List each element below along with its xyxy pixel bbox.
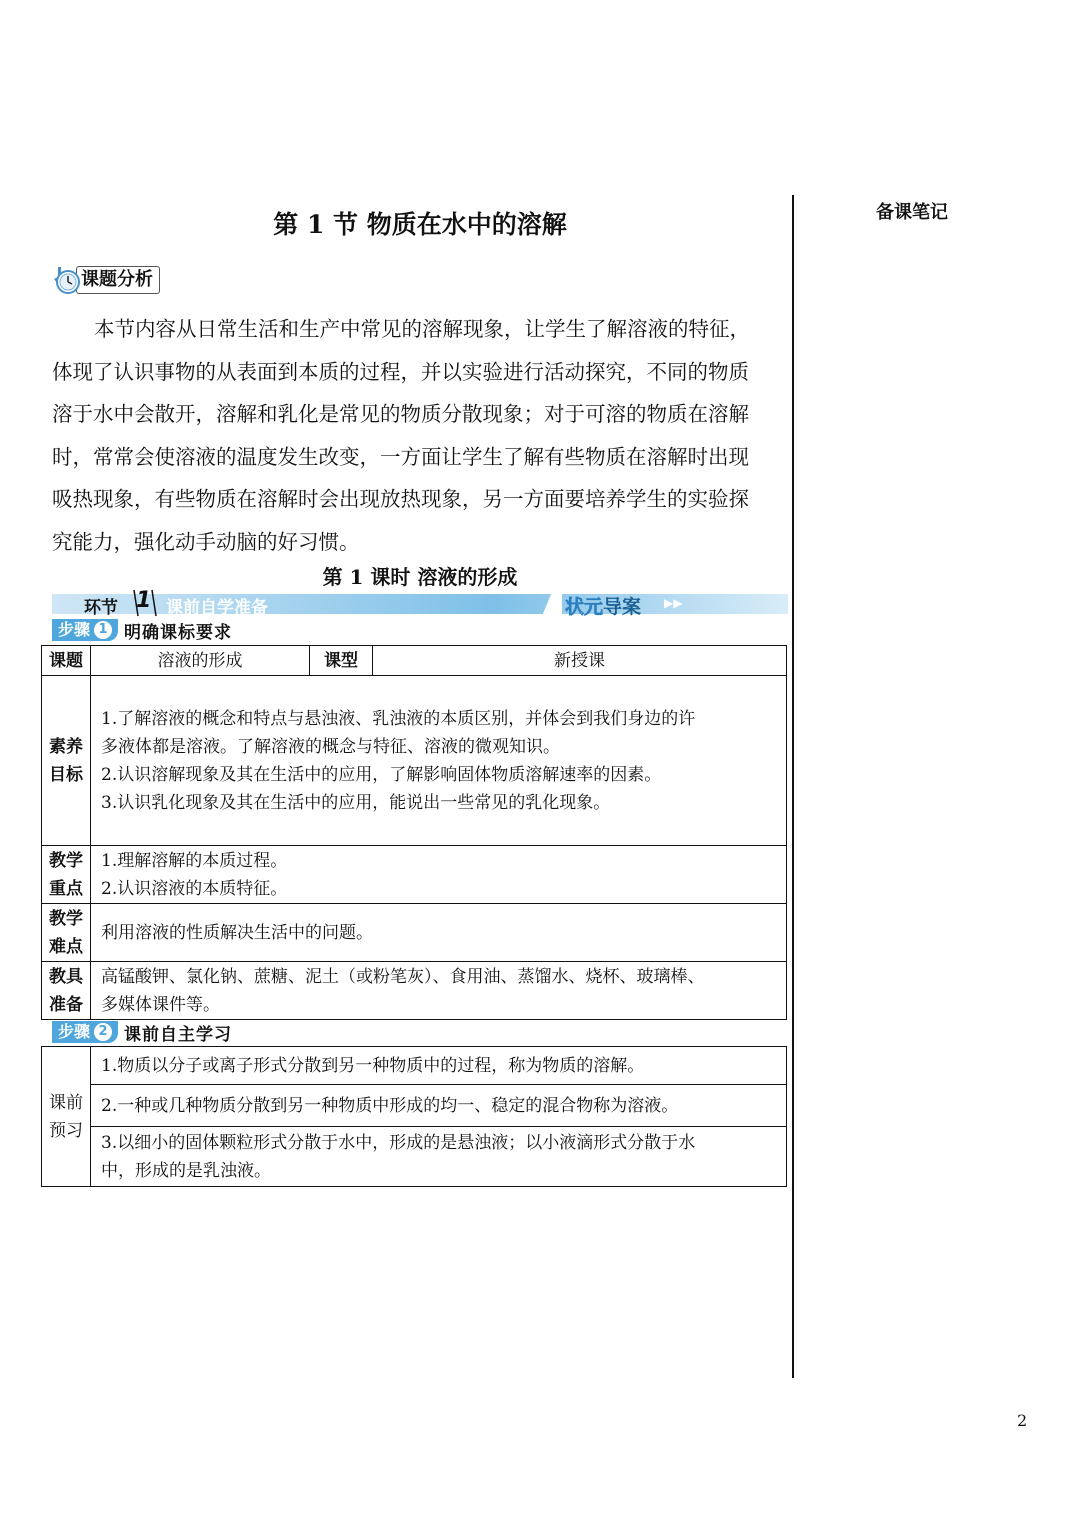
table-row bbox=[42, 676, 787, 846]
step-1-header bbox=[52, 619, 232, 641]
preview-item-3 bbox=[91, 1127, 787, 1187]
goal-line: 多液体都是溶液。了解溶液的概念与特征、溶液的微观知识。 bbox=[101, 736, 560, 757]
intro-line: 吸热现象，有些物质在溶解时会出现放热现象，另一方面要培养学生的实验探 bbox=[52, 487, 749, 511]
goals-header bbox=[42, 676, 91, 846]
preview-table bbox=[41, 1046, 787, 1187]
table-row bbox=[42, 1127, 787, 1187]
goal-line: 2.认识溶解现象及其在生活中的应用，了解影响固体物质溶解速率的因素。 bbox=[101, 764, 662, 785]
header-line: 难点 bbox=[49, 936, 83, 957]
brand-part-b: 导案 bbox=[603, 596, 642, 618]
header-line: 教学 bbox=[49, 908, 83, 929]
step-pill-label: 步骤 bbox=[58, 620, 91, 639]
header-line: 教具 bbox=[49, 966, 83, 987]
double-arrow-icon: ▶▶ bbox=[664, 596, 683, 610]
table-row bbox=[42, 846, 787, 904]
step-number: 1 bbox=[94, 621, 112, 639]
header-line: 重点 bbox=[49, 878, 83, 899]
topic-analysis-badge bbox=[52, 266, 160, 294]
preview-header bbox=[42, 1047, 91, 1187]
intro-line: 溶于水中会散开，溶解和乳化是常见的物质分散现象；对于可溶的物质在溶解 bbox=[52, 402, 749, 426]
topic-header: 课题 bbox=[42, 646, 91, 676]
type-header: 课型 bbox=[310, 646, 373, 676]
header-line: 目标 bbox=[49, 764, 83, 785]
key-points-cell bbox=[91, 846, 787, 904]
stage-prefix: 环节 bbox=[84, 598, 118, 618]
intro-line: 究能力，强化动手动脑的好习惯。 bbox=[52, 529, 360, 554]
notes-label: 备课笔记 bbox=[876, 202, 948, 223]
table-row bbox=[42, 1047, 787, 1085]
stage-number: 1 bbox=[136, 588, 152, 613]
preview-line: 中，形成的是乳浊液。 bbox=[101, 1160, 271, 1181]
step-pill bbox=[52, 619, 118, 641]
tools-line: 多媒体课件等。 bbox=[101, 994, 220, 1015]
type-value: 新授课 bbox=[373, 646, 787, 676]
badge-label: 课题分析 bbox=[76, 266, 160, 294]
lesson-title: 第 1 课时 溶液的形成 bbox=[322, 565, 518, 589]
preview-line: 3.以细小的固体颗粒形式分散于水中，形成的是悬浊液；以小液滴形式分散于水 bbox=[101, 1132, 696, 1153]
step-number: 2 bbox=[94, 1023, 112, 1041]
brand-part-a: 状元 bbox=[565, 596, 604, 618]
tools-header bbox=[42, 962, 91, 1020]
margin-divider bbox=[792, 195, 794, 1378]
intro-line: 时，常常会使溶液的温度发生改变，一方面让学生了解有些物质在溶解时出现 bbox=[52, 444, 749, 469]
stage-banner bbox=[52, 588, 788, 618]
difficulty-header bbox=[42, 904, 91, 962]
header-line: 教学 bbox=[49, 850, 83, 871]
table-row bbox=[42, 1085, 787, 1127]
brand-label bbox=[565, 592, 641, 619]
step-label: 明确课标要求 bbox=[124, 622, 233, 643]
step-pill-label: 步骤 bbox=[58, 1022, 91, 1041]
key-points-header bbox=[42, 846, 91, 904]
intro-line: 本节内容从日常生活和生产中常见的溶解现象，让学生了解溶液的特征， bbox=[94, 317, 750, 341]
goals-cell bbox=[91, 676, 787, 846]
header-line: 预习 bbox=[49, 1120, 83, 1141]
page-number: 2 bbox=[1017, 1411, 1028, 1430]
preview-item-2: 2.一种或几种物质分散到另一种物质中形成的均一、稳定的混合物称为溶液。 bbox=[91, 1085, 787, 1127]
table-row bbox=[42, 962, 787, 1020]
key-point-line: 2.认识溶液的本质特征。 bbox=[101, 878, 288, 899]
difficulty-cell: 利用溶液的性质解决生活中的问题。 bbox=[91, 904, 787, 962]
stage-name: 课前自学准备 bbox=[166, 598, 268, 618]
step-pill bbox=[52, 1021, 118, 1043]
intro-paragraph bbox=[52, 308, 790, 563]
intro-line: 体现了认识事物的从表面到本质的过程，并以实验进行活动探究，不同的物质 bbox=[52, 359, 749, 384]
header-line: 素养 bbox=[49, 736, 83, 757]
preview-item-1: 1.物质以分子或离子形式分散到另一种物质中的过程，称为物质的溶解。 bbox=[91, 1047, 787, 1085]
section-title: 第 1 节 物质在水中的溶解 bbox=[273, 210, 567, 239]
step-2-header bbox=[52, 1021, 232, 1043]
goal-line: 3.认识乳化现象及其在生活中的应用，能说出一些常见的乳化现象。 bbox=[101, 792, 611, 813]
goal-line: 1.了解溶液的概念和特点与悬浊液、乳浊液的本质区别，并体会到我们身边的许 bbox=[101, 708, 696, 729]
banner-notch bbox=[538, 592, 562, 616]
topic-value: 溶液的形成 bbox=[91, 646, 310, 676]
header-line: 准备 bbox=[49, 994, 83, 1015]
tools-cell bbox=[91, 962, 787, 1020]
header-line: 课前 bbox=[49, 1092, 83, 1113]
table-row bbox=[42, 646, 787, 676]
step-label: 课前自主学习 bbox=[124, 1024, 233, 1045]
clock-icon bbox=[52, 265, 82, 295]
curriculum-table bbox=[41, 645, 787, 1020]
tools-line: 高锰酸钾、氯化钠、蔗糖、泥土（或粉笔灰）、食用油、蒸馏水、烧杯、玻璃棒、 bbox=[101, 966, 705, 987]
key-point-line: 1.理解溶解的本质过程。 bbox=[101, 850, 288, 871]
table-row bbox=[42, 904, 787, 962]
